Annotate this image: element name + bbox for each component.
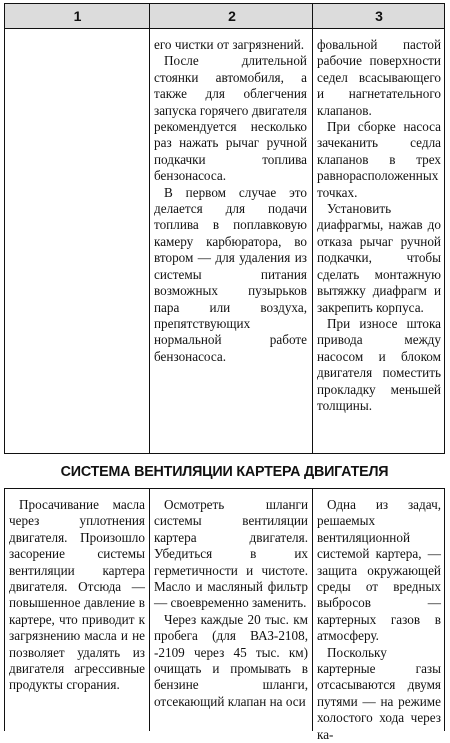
column-divider-2 xyxy=(312,488,313,731)
paragraph: После длительной стоянки автомобиля, а также для облегчения запуска горячего двигателя рекомендуется несколько раз нажать рычаг ручной подкачки топлива бензонасоса. xyxy=(154,53,307,184)
paragraph: В первом случае это делается для подачи топлива в поплавковую камеру карбюратора, во втором — для удаления из системы питания возможных пузырьков пара или воздуха, препятствующих нормальной работе бензонасоса. xyxy=(154,184,307,364)
section-title: СИСТЕМА ВЕНТИЛЯЦИИ КАРТЕРА ДВИГАТЕЛЯ xyxy=(60,464,389,480)
column-header-3: 3 xyxy=(375,8,383,24)
column-divider-2 xyxy=(312,3,313,454)
table-bottom-border xyxy=(4,453,445,454)
paragraph: Через каждые 20 тыс. км пробега (для ВАЗ-2108, -2109 через 45 тыс. км) очищать и промывать в бензине шланги, отсекающий клапан на оси xyxy=(154,611,308,709)
table-header-row xyxy=(4,3,445,29)
paragraph: При сборке насоса зачеканить седла клапанов в трех равнорасположенных точках. xyxy=(317,119,441,200)
page xyxy=(4,3,445,742)
paragraph: его чистки от загрязнений. xyxy=(154,37,305,52)
paragraph: Осмотреть шланги системы вентиляции картера двигателя. Убедиться в их герметичности и чистоте. Масло и масляный фильтр — своевременно заменить. xyxy=(154,497,308,611)
table-border-right xyxy=(444,3,445,454)
paragraph: фовальной пастой рабочие поверхности седел всасывающего и нагнетательного клапанов. xyxy=(317,37,441,118)
paragraph: При износе штока привода между насосом и блоком двигателя поместить прокладку меньшей толщины. xyxy=(317,315,441,413)
table-border-right xyxy=(444,488,445,731)
table-top-border xyxy=(4,488,445,489)
paragraph: Одна из задач, решаемых вентиляционной системой картера, — защита окружающей среды от вредных выбросов — картерных газов в атмосферу. xyxy=(317,497,441,644)
column-divider-1 xyxy=(149,488,150,731)
top-cell-col2 xyxy=(154,37,307,365)
bottom-cell-col2 xyxy=(154,497,308,710)
table-border-left xyxy=(4,488,5,731)
paragraph: Установить диафрагмы, нажав до отказа рычаг ручной подкачки, чтобы сделать монтажную вытяжку диафрагм и закрепить корпуса. xyxy=(317,201,441,315)
bottom-cell-col1 xyxy=(9,497,145,694)
paragraph: Поскольку картерные газы отсасываются двумя путями — на режиме холостого хода через ка- xyxy=(317,644,441,742)
column-header-2: 2 xyxy=(228,8,236,24)
column-divider-1 xyxy=(149,3,150,454)
column-header-1: 1 xyxy=(73,8,82,24)
paragraph: Просачивание масла через уплотнения двигателя. Произошло засорение системы вентиляции картера двигателя. Отсюда — повышенное давление в картере, что приводит к загрязнению масла и не позволяет удалять из двигателя агрессивные продукты сгорания. xyxy=(9,497,145,693)
table-border-left xyxy=(4,3,5,454)
top-cell-col3 xyxy=(317,37,441,414)
bottom-cell-col3 xyxy=(317,497,441,743)
